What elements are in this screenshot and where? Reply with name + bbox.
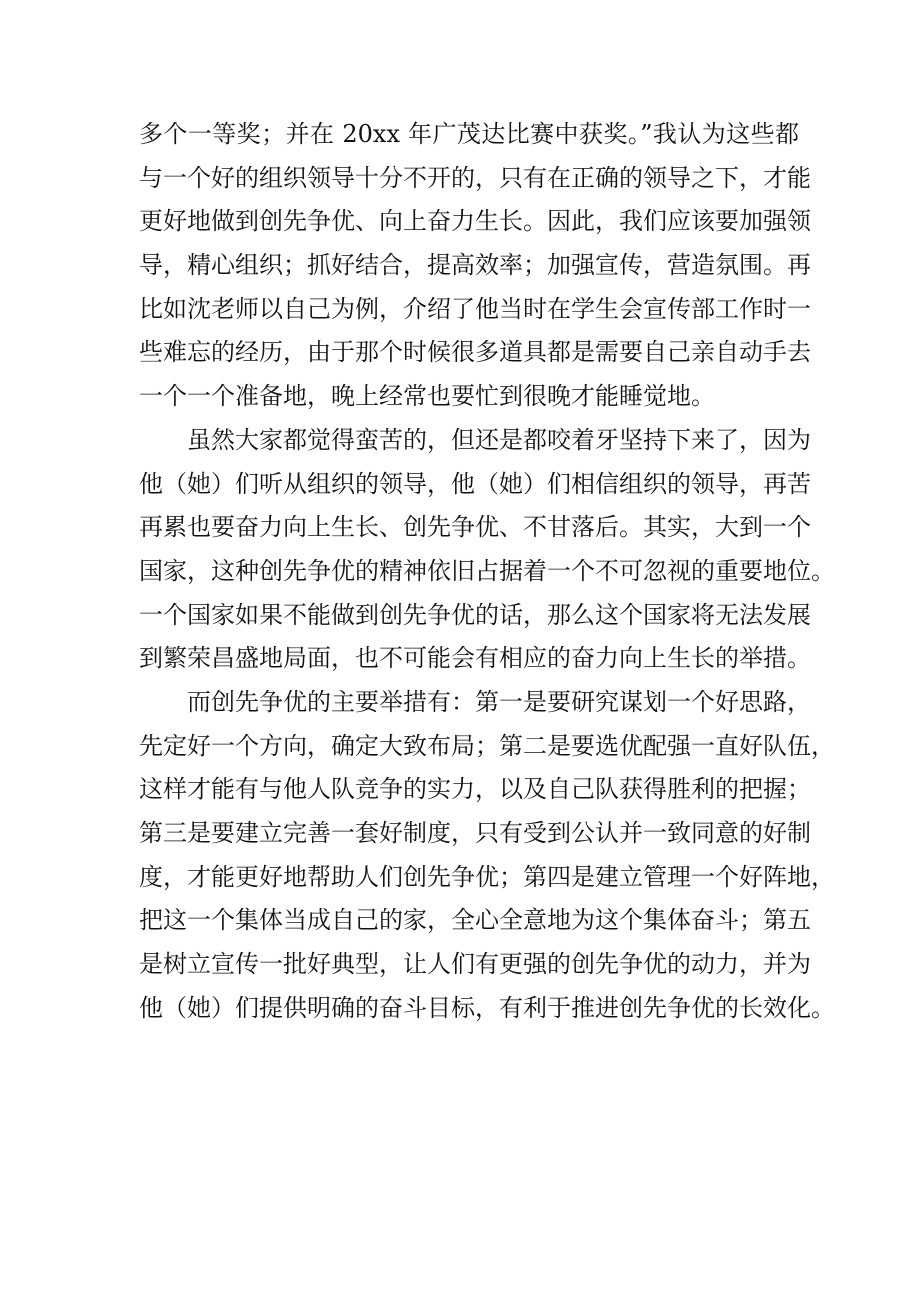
text-line: 度，才能更好地帮助人们创先争优；第四是建立管理一个好阵地，	[139, 862, 835, 891]
text-line: 到繁荣昌盛地局面，也不可能会有相应的奋力向上生长的举措。	[139, 644, 811, 673]
text-line: 些难忘的经历，由于那个时候很多道具都是需要自己亲自动手去	[139, 338, 811, 367]
text-line: 他（她）们提供明确的奋斗目标，有利于推进创先争优的长效化。	[139, 993, 835, 1022]
text-line: 第三是要建立完善一套好制度，只有受到公认并一致同意的好制	[139, 819, 811, 847]
text-line: 一个国家如果不能做到创先争优的话，那么这个国家将无法发展	[139, 600, 811, 629]
text-line: 一个一个准备地，晚上经常也要忙到很晚才能睡觉地。	[139, 382, 715, 411]
text-line: 更好地做到创先争优、向上奋力生长。因此，我们应该要加强领	[139, 207, 811, 236]
paragraph-first-line: 而创先争优的主要举措有：第一是要研究谋划一个好思路，	[187, 687, 811, 716]
text-line: 多个一等奖；并在 20xx 年广茂达比赛中获奖。”我认为这些都	[139, 120, 799, 148]
document-body	[139, 113, 835, 1030]
text-line: 先定好一个方向，确定大致布局；第二是要选优配强一直好队伍，	[139, 731, 835, 760]
text-line: 与一个好的组织领导十分不开的，只有在正确的领导之下，才能	[139, 163, 811, 192]
paragraph-first-line: 虽然大家都觉得蛮苦的，但还是都咬着牙坚持下来了，因为	[187, 425, 811, 454]
text-line: 这样才能有与他人队竞争的实力，以及自己队获得胜利的把握；	[139, 775, 811, 804]
text-line: 把这一个集体当成自己的家，全心全意地为这个集体奋斗；第五	[139, 906, 811, 935]
text-line: 导，精心组织；抓好结合，提高效率；加强宣传，营造氛围。再	[139, 251, 811, 280]
text-line: 是树立宣传一批好典型，让人们有更强的创先争优的动力，并为	[139, 950, 811, 979]
text-line: 他（她）们听从组织的领导，他（她）们相信组织的领导，再苦	[139, 469, 811, 498]
text-line: 再累也要奋力向上生长、创先争优、不甘落后。其实，大到一个	[139, 513, 811, 542]
text-line: 比如沈老师以自己为例，介绍了他当时在学生会宣传部工作时一	[139, 294, 811, 323]
text-line: 国家，这种创先争优的精神依旧占据着一个不可忽视的重要地位。	[139, 556, 835, 585]
